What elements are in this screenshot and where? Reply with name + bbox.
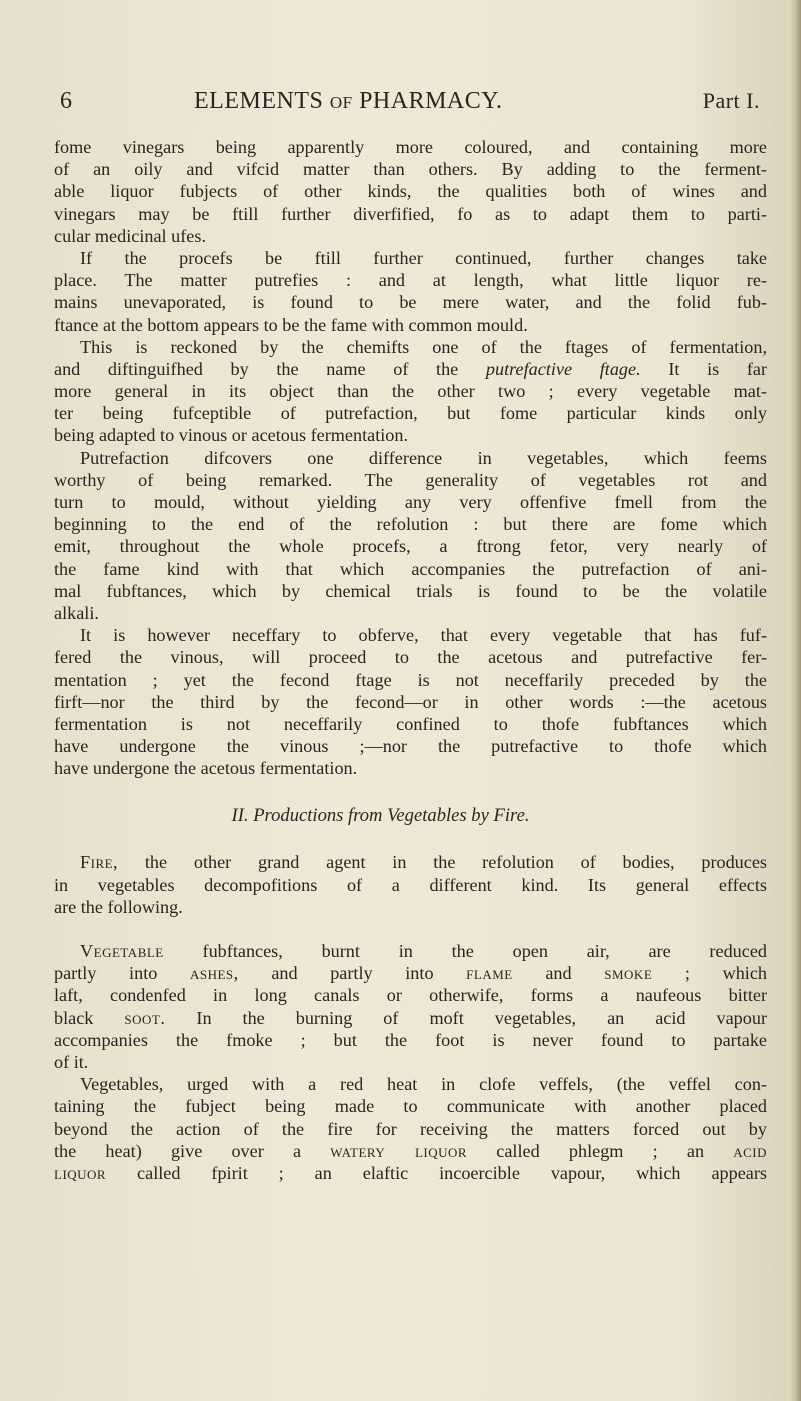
text-line: beginning to the end of the refolution : but there are fome which	[54, 514, 767, 535]
text-line: It is however neceffary to obferve, that every vegetable that has fuf-	[80, 625, 767, 646]
text-line: If the procefs be ftill further continued, further changes take	[80, 247, 767, 268]
text-span: In the burning of moft vegetables, an acid vapour	[196, 1007, 767, 1028]
text-line: the fame kind with that which accompanies the putrefaction of ani-	[54, 558, 767, 579]
spacer	[54, 779, 767, 803]
text-span: fubftances, burnt in the open air, are reduced	[202, 941, 767, 961]
text-line: being adapted to vinous or acetous fermentation.	[54, 425, 409, 446]
text-line: accompanies the fmoke ; but the foot is never found to partake	[54, 1029, 767, 1050]
text-span: called phlegm ; an	[496, 1140, 705, 1161]
smoke-term: smoke	[604, 963, 653, 984]
text-line	[54, 1162, 767, 1184]
text-span: black	[54, 1007, 94, 1028]
text-line: able liquor fubjects of other kinds, the qualities both of wines and	[54, 181, 767, 202]
text-line: mal fubftances, which by chemical trials is found to be the volatile	[54, 580, 767, 601]
text-line: turn to mould, without yielding any very offenfive fmell from the	[54, 492, 767, 512]
text-line: alkali.	[54, 602, 99, 623]
text-line	[54, 1140, 767, 1162]
liquor-term: liquor	[54, 1162, 107, 1183]
ashes-term: ashes,	[189, 963, 239, 984]
text-line: beyond the action of the fire for receiving the matters forced out by	[54, 1118, 767, 1139]
text-line	[54, 940, 767, 962]
text-line	[54, 851, 767, 873]
text-line: worthy of being remarked. The generality of vegetables rot and	[54, 469, 767, 490]
text-line	[54, 962, 767, 984]
running-header	[60, 88, 760, 118]
vegetable-term: Vegetable	[80, 941, 164, 961]
title-main: ELEMENTS	[194, 88, 324, 114]
flame-term: flame	[466, 963, 513, 984]
title-of: OF	[329, 93, 353, 112]
text-line: This is reckoned by the chemifts one of the ftages of fermentation,	[80, 336, 767, 357]
text-line: ftance at the bottom appears to be the fame with common mould.	[54, 314, 528, 335]
watery-liquor-term: watery liquor	[330, 1140, 468, 1161]
soot-term: soot.	[124, 1007, 166, 1028]
text-line: Vegetables, urged with a red heat in clofe veffels, (the veffel con-	[80, 1074, 767, 1095]
part-label: Part I.	[702, 88, 760, 113]
text-line	[54, 1007, 767, 1029]
running-title	[194, 88, 503, 115]
page-edge	[787, 0, 801, 1401]
title-subject: PHARMACY.	[359, 88, 503, 114]
text-line	[54, 358, 767, 380]
text-line: fered the vinous, will proceed to the acetous and putrefactive fer-	[54, 647, 767, 668]
fire-term: Fire,	[80, 852, 119, 873]
text-span: and	[545, 963, 572, 984]
text-span: the other grand agent in the refolution of bodies, produces	[144, 852, 767, 873]
text-line: firft—nor the third by the fecond—or in other words :—the acetous	[54, 691, 767, 712]
text-span: and partly into	[271, 963, 434, 984]
putrefactive-stage-term: putrefactive ftage.	[485, 358, 641, 379]
text-line: taining the fubject being made to communicate with another placed	[54, 1096, 767, 1117]
text-line: of it.	[54, 1051, 89, 1072]
spacer	[54, 918, 767, 940]
text-line: laft, condenfed in long canals or otherwife, forms a naufeous bitter	[54, 985, 767, 1006]
text-line: fome vinegars being apparently more coloured, and containing more	[54, 137, 767, 157]
spacer	[54, 829, 767, 851]
page-body	[54, 136, 767, 1184]
text-line: ter being fufceptible of putrefaction, but fome particular kinds only	[54, 403, 767, 424]
text-line: have undergone the acetous fermentation.	[54, 758, 358, 779]
text-line: of an oily and vifcid matter than others. By adding to the ferment-	[54, 159, 767, 180]
text-span: called fpirit ; an elaftic incoercible vapour, which appears	[137, 1162, 767, 1183]
text-line: more general in its object than the other two ; every vegetable mat-	[54, 381, 767, 402]
text-line: are the following.	[54, 896, 183, 917]
text-span: It is far	[668, 358, 767, 379]
text-line: Putrefaction difcovers one difference in vegetables, which feems	[80, 447, 767, 468]
section-heading: II. Productions from Vegetables by Fire.	[231, 805, 530, 827]
text-span: ; which	[684, 963, 767, 984]
text-span: and diftinguifhed by the name of the	[54, 358, 459, 379]
text-span: partly into	[54, 963, 158, 984]
acid-term: acid	[733, 1140, 767, 1161]
text-line: in vegetables decompofitions of a different kind. Its general effects	[54, 874, 767, 895]
text-line: cular medicinal ufes.	[54, 225, 207, 246]
text-span: the heat) give over a	[54, 1140, 302, 1161]
text-line: mains unevaporated, is found to be mere water, and the folid fub-	[54, 292, 767, 313]
text-line: vinegars may be ftill further diverfified, fo as to adapt them to parti-	[54, 203, 767, 224]
page-number: 6	[60, 88, 73, 114]
text-line: have undergone the vinous ;—nor the putrefactive to thofe which	[54, 736, 767, 757]
text-line: fermentation is not neceffarily confined to thofe fubftances which	[54, 713, 767, 734]
text-line: place. The matter putrefies : and at length, what little liquor re-	[54, 270, 767, 291]
text-line: mentation ; yet the fecond ftage is not neceffarily preceded by the	[54, 669, 767, 690]
text-line: emit, throughout the whole procefs, a ftrong fetor, very nearly of	[54, 536, 767, 557]
